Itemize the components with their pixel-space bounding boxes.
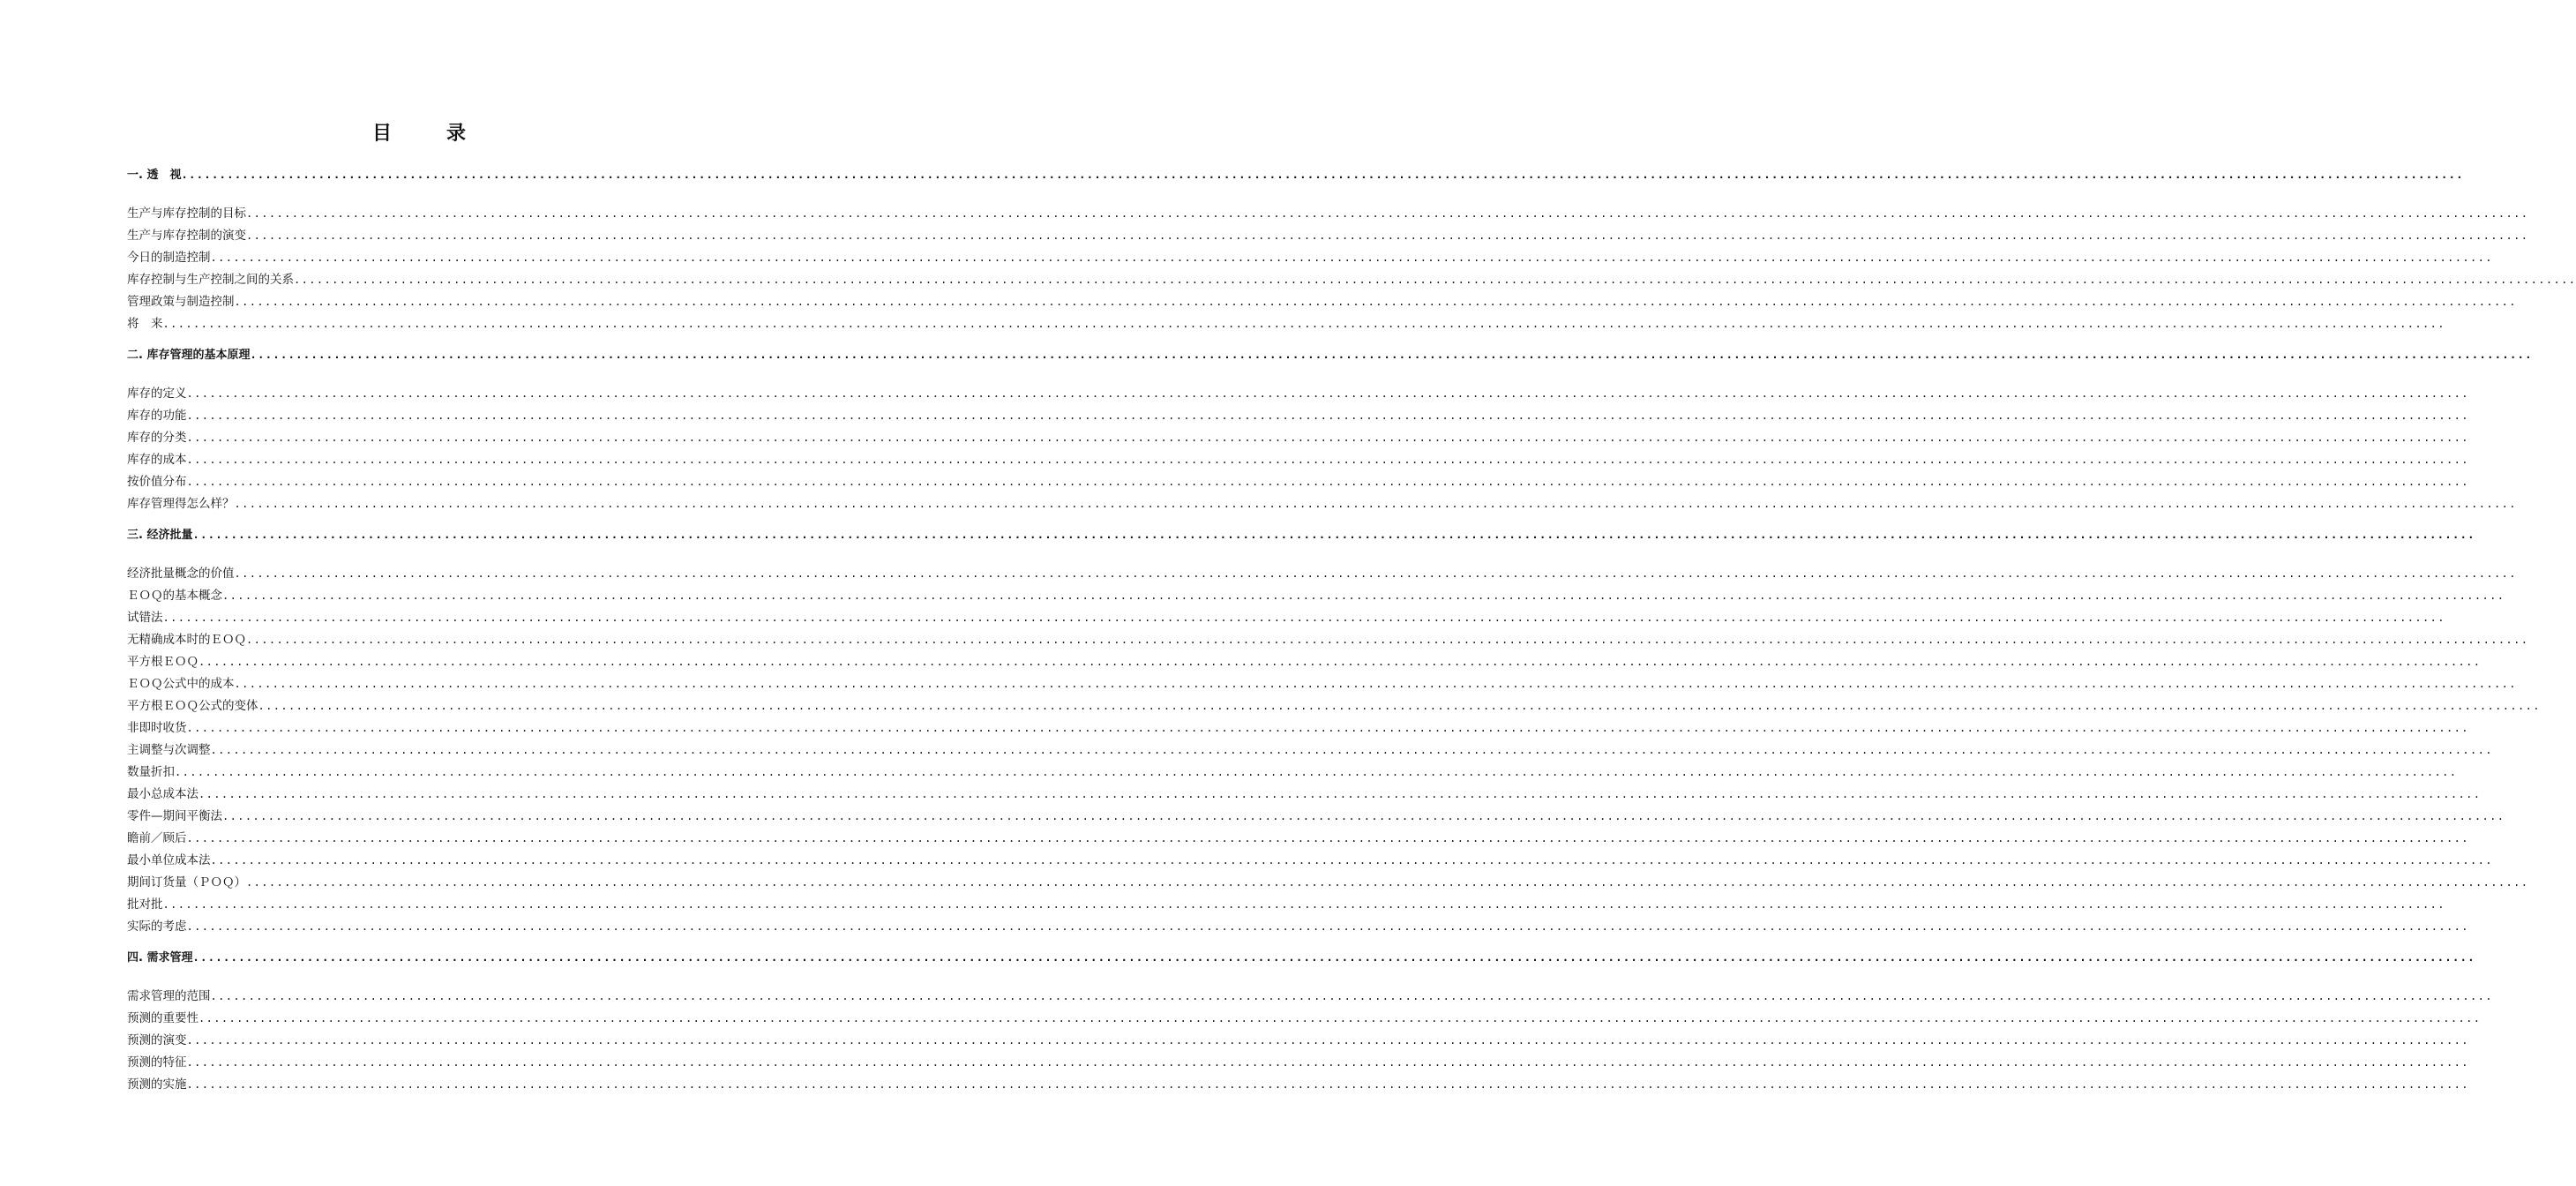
toc-section-label: 一. 透 视 (127, 169, 182, 182)
toc-entry-label: 零件—期间平衡法 (127, 809, 222, 823)
dot-leader: ............................................................................................................................................................................................................................................................................................................ (186, 387, 2469, 400)
toc-section-heading (127, 524, 2475, 546)
dot-leader: ............................................................................................................................................................................................................................................................................................................ (258, 700, 2541, 712)
toc-entry-label: 数量折扣 (127, 765, 175, 779)
dot-leader: ............................................................................................................................................................................................................................................................................................................ (186, 1078, 2469, 1091)
toc-entry-label: 实际的考虑 (127, 920, 187, 934)
toc-entry (127, 762, 2458, 784)
dot-leader: ............................................................................................................................................................................................................................................................................................................ (198, 1012, 2482, 1025)
toc-entry-label: 批对批 (127, 897, 163, 912)
dot-leader: ............................................................................................................................................................................................................................................................................................................ (210, 854, 2493, 867)
toc-entry (127, 225, 2529, 247)
toc-entry (127, 563, 2517, 585)
toc-entry (127, 894, 2445, 916)
dot-leader: ............................................................................................................................................................................................................................................................................................................ (186, 476, 2469, 488)
toc-entry (127, 1074, 2469, 1096)
dot-leader: ............................................................................................................................................................................................................................................................................................................ (210, 744, 2493, 756)
toc-entry (127, 585, 2505, 607)
dot-leader: ............................................................................................................................................................................................................................................................................................................ (250, 349, 2533, 361)
toc-entry-label: ＥＯＱ的基本概念 (127, 589, 222, 603)
toc-entry-label: 需求管理的范围 (127, 989, 211, 1003)
toc-entry-label: 生产与库存控制的演变 (127, 229, 246, 243)
dot-leader: ............................................................................................................................................................................................................................................................................................................ (222, 810, 2505, 822)
toc-entry (127, 269, 2576, 291)
dot-leader: ............................................................................................................................................................................................................................................................................................................ (186, 722, 2469, 734)
toc-entry-label: ＥＯＱ公式中的成本 (127, 677, 235, 691)
toc-entry-label: 库存管理得怎么样？ (127, 497, 235, 511)
toc-entry-label: 预测的实施 (127, 1077, 187, 1092)
dot-leader: ............................................................................................................................................................................................................................................................................................................ (246, 207, 2529, 220)
dot-leader: ............................................................................................................................................................................................................................................................................................................ (246, 229, 2529, 242)
dot-leader: ............................................................................................................................................................................................................................................................................................................ (186, 1056, 2469, 1069)
dot-leader: ............................................................................................................................................................................................................................................................................................................ (162, 612, 2445, 624)
dot-leader: ............................................................................................................................................................................................................................................................................................................ (234, 567, 2517, 580)
toc-entry-label: 按价值分布 (127, 475, 187, 489)
toc-entry (127, 1008, 2482, 1030)
dot-leader: ............................................................................................................................................................................................................................................................................................................ (234, 498, 2517, 510)
toc-entry (127, 806, 2505, 828)
dot-leader: ............................................................................................................................................................................................................................................................................................................ (210, 990, 2493, 1002)
toc-entry (127, 739, 2493, 762)
toc-entry-label: 经济批量概念的价值 (127, 567, 235, 581)
dot-leader: ............................................................................................................................................................................................................................................................................................................ (175, 766, 2458, 778)
toc-entry (127, 427, 2469, 449)
toc-entry-label: 非即时收货 (127, 721, 187, 735)
toc-section-label: 三. 经济批量 (127, 529, 193, 542)
toc-entry (127, 828, 2469, 850)
toc-entry-label: 期间订货量（ＰＯＱ） (127, 875, 246, 890)
toc-entry-label: 库存的分类 (127, 431, 187, 445)
toc-entry-label: 将 来 (127, 317, 163, 331)
toc-entry-label: 平方根ＥＯＱ (127, 655, 198, 669)
toc-entry (127, 405, 2469, 427)
toc-entry (127, 784, 2482, 806)
dot-leader: ............................................................................................................................................................................................................................................................................................................ (186, 454, 2469, 466)
dot-leader: ............................................................................................................................................................................................................................................................................................................ (186, 432, 2469, 444)
dot-leader: ............................................................................................................................................................................................................................................................................................................ (234, 678, 2517, 690)
dot-leader: ............................................................................................................................................................................................................................................................................................................ (294, 274, 2576, 286)
toc-entry-label: 库存的功能 (127, 409, 187, 423)
toc-entry-label: 预测的特征 (127, 1055, 187, 1070)
toc-entry (127, 629, 2529, 651)
toc-entry (127, 651, 2482, 673)
toc-entry-label: 最小总成本法 (127, 787, 198, 801)
toc-entry (127, 695, 2541, 717)
toc-entry-label: 预测的重要性 (127, 1011, 198, 1025)
toc-entry-label: 平方根ＥＯＱ公式的变体 (127, 699, 258, 713)
toc-entry (127, 916, 2469, 938)
toc-entry-label: 无精确成本时的ＥＯＱ (127, 633, 246, 647)
dot-leader: ............................................................................................................................................................................................................................................................................................................ (198, 656, 2482, 668)
toc-entry (127, 291, 2517, 313)
toc-section-heading (127, 344, 2533, 366)
toc-entry (127, 449, 2469, 471)
dot-leader: ............................................................................................................................................................................................................................................................................................................ (162, 898, 2445, 911)
dot-leader: ............................................................................................................................................................................................................................................................................................................ (234, 296, 2517, 308)
toc-entry (127, 471, 2469, 493)
dot-leader: ............................................................................................................................................................................................................................................................................................................ (186, 920, 2469, 933)
dot-leader: ............................................................................................................................................................................................................................................................................................................ (222, 589, 2505, 602)
toc-entry-label: 今日的制造控制 (127, 251, 211, 265)
toc-entry (127, 493, 2517, 515)
dot-leader: ............................................................................................................................................................................................................................................................................................................ (181, 169, 2464, 181)
toc-section-heading (127, 947, 2475, 969)
toc-entry (127, 1052, 2469, 1074)
toc-entry-label: 瞻前／顾后 (127, 831, 187, 845)
dot-leader: ............................................................................................................................................................................................................................................................................................................ (186, 409, 2469, 422)
toc-entry-label: 主调整与次调整 (127, 743, 211, 757)
toc-entry (127, 383, 2469, 405)
toc-entry (127, 313, 2445, 335)
dot-leader: ............................................................................................................................................................................................................................................................................................................ (210, 251, 2493, 264)
toc-entry (127, 607, 2445, 629)
dot-leader: ............................................................................................................................................................................................................................................................................................................ (246, 634, 2529, 646)
toc-entry-label: 库存的成本 (127, 453, 187, 467)
dot-leader: ............................................................................................................................................................................................................................................................................................................ (186, 832, 2469, 844)
toc-entry-label: 管理政策与制造控制 (127, 295, 235, 309)
dot-leader: ............................................................................................................................................................................................................................................................................................................ (192, 951, 2475, 964)
toc-entry-label: 最小单位成本法 (127, 853, 211, 867)
dot-leader: ............................................................................................................................................................................................................................................................................................................ (186, 1034, 2469, 1047)
dot-leader: ............................................................................................................................................................................................................................................................................................................ (192, 529, 2475, 541)
dot-leader: ............................................................................................................................................................................................................................................................................................................ (162, 318, 2445, 330)
toc-entry (127, 1030, 2469, 1052)
page-title: 目 录 (371, 122, 483, 145)
dot-leader: ............................................................................................................................................................................................................................................................................................................ (198, 788, 2482, 800)
toc-entry-label: 试错法 (127, 611, 163, 625)
table-of-contents (127, 164, 2576, 1105)
toc-entry-label: 库存的定义 (127, 387, 187, 401)
toc-entry-label: 生产与库存控制的目标 (127, 206, 246, 221)
toc-entry (127, 717, 2469, 739)
toc-section-label: 四. 需求管理 (127, 951, 193, 965)
toc-entry (127, 203, 2529, 225)
toc-entry (127, 673, 2517, 695)
toc-entry (127, 850, 2493, 872)
toc-entry (127, 986, 2493, 1008)
toc-entry-label: 预测的演变 (127, 1033, 187, 1047)
toc-section-label: 二. 库存管理的基本原理 (127, 349, 251, 362)
toc-entry-label: 库存控制与生产控制之间的关系 (127, 273, 294, 287)
toc-section-heading (127, 164, 2464, 186)
dot-leader: ............................................................................................................................................................................................................................................................................................................ (246, 876, 2529, 889)
toc-entry (127, 872, 2529, 894)
toc-entry (127, 247, 2493, 269)
